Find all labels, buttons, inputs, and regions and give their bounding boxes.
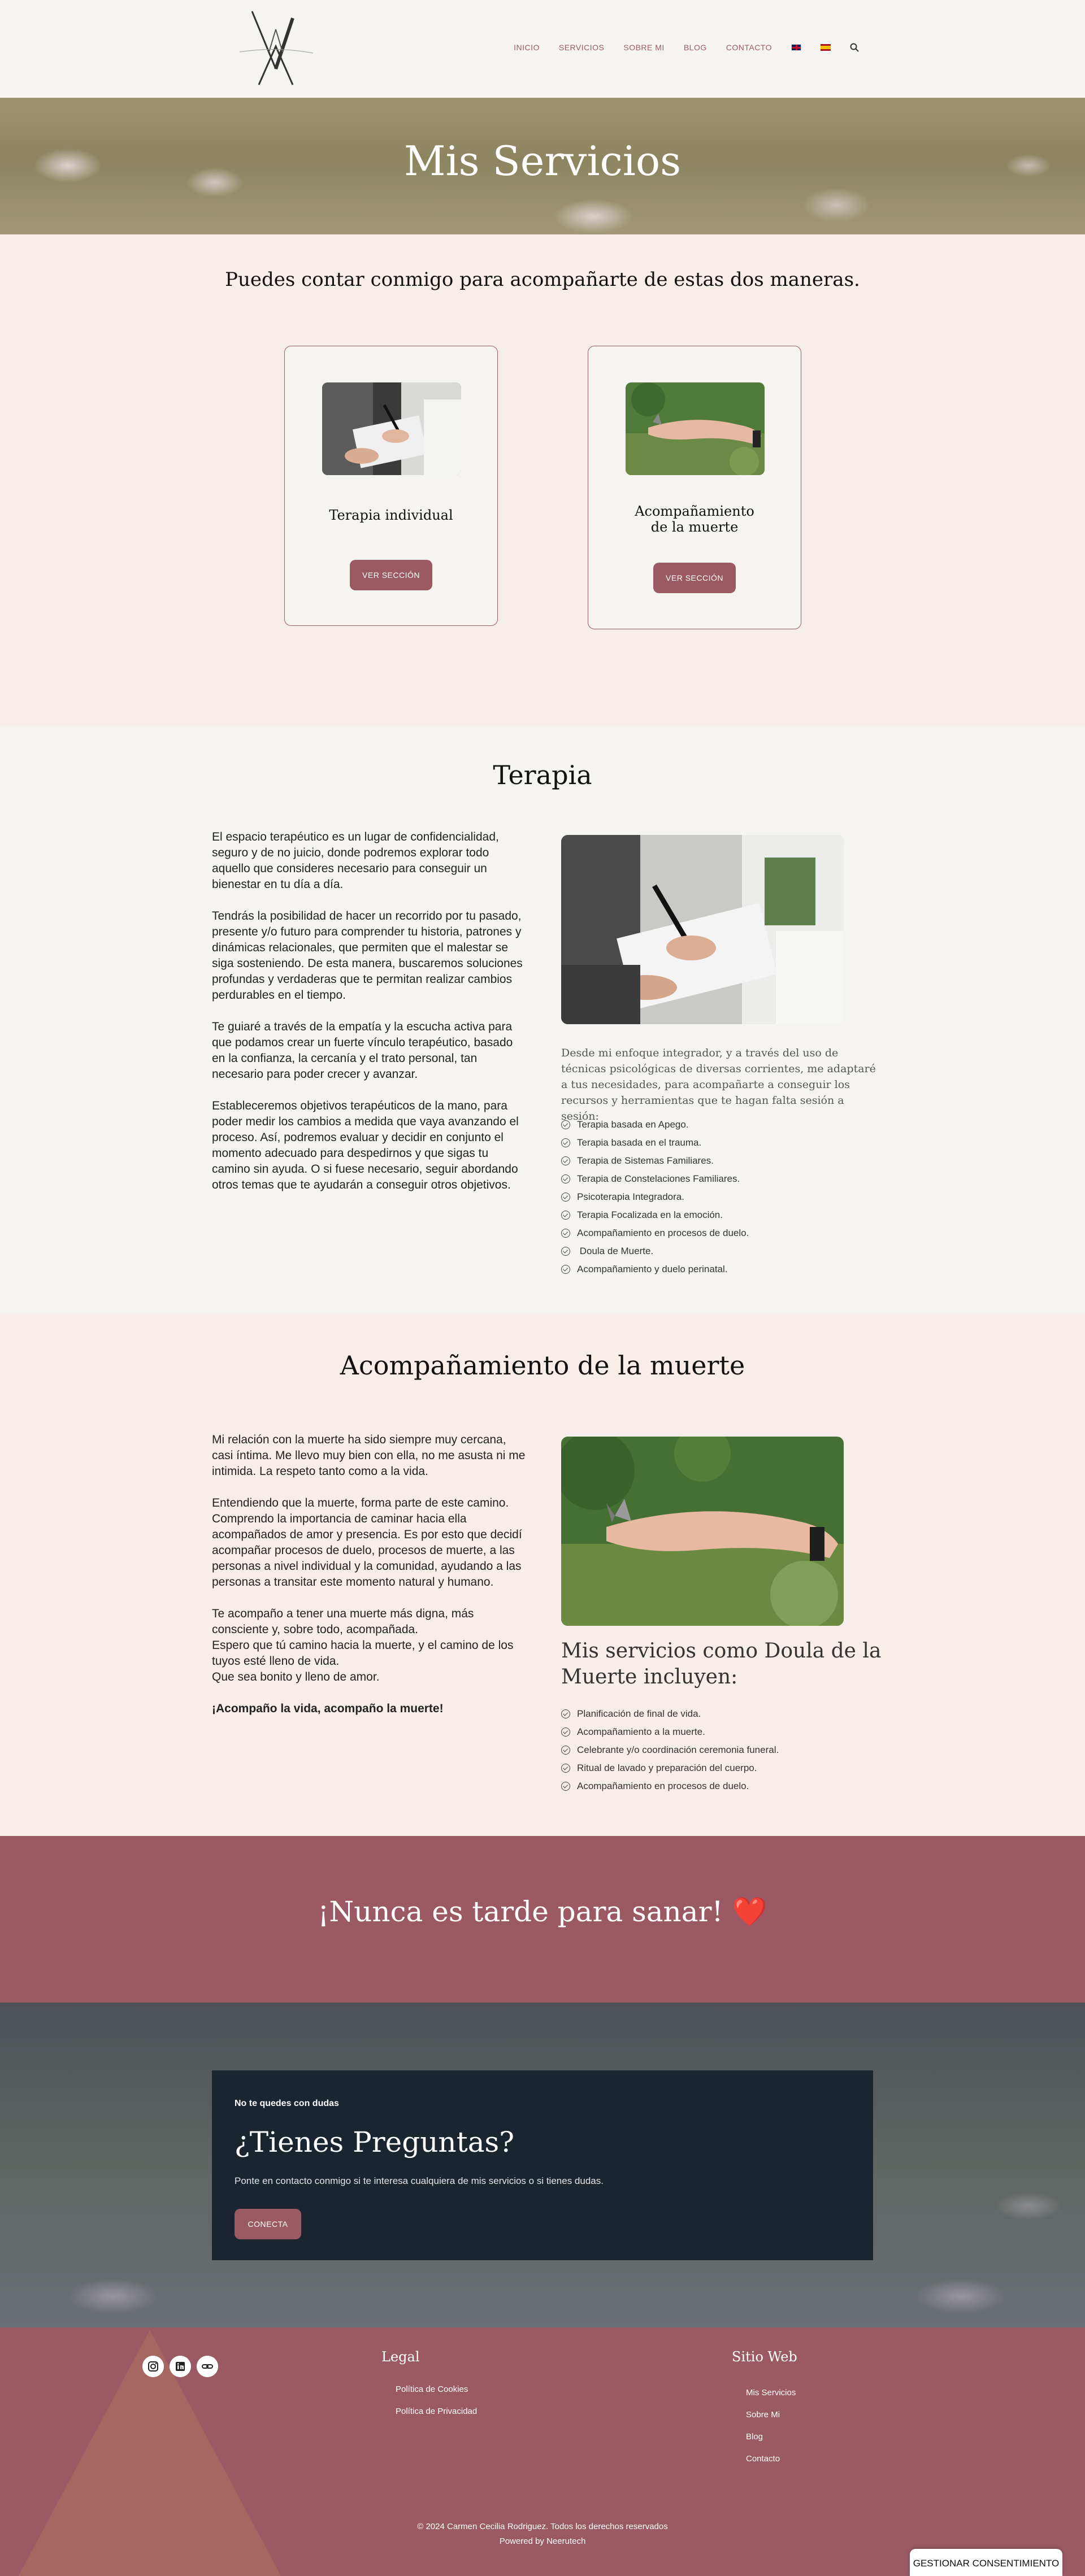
terapia-list <box>561 1116 749 1278</box>
footer-link-contacto[interactable]: Contacto <box>746 2454 780 2464</box>
services-section <box>0 234 1085 726</box>
link-icon[interactable] <box>197 2356 218 2377</box>
check-circle-icon <box>561 1265 570 1274</box>
footer-site-title: Sitio Web <box>732 2349 797 2365</box>
muerte-paragraph: Entendiendo que la muerte, forma parte de este camino. Comprendo la importancia de caminar hacia ella acompañados de amor y presencia. Es por esto que decidí acompañar procesos de duelo, procesos de muerte, a las personas a nivel individual y la comunidad, ayudando a las personas a transitar este momento natural y humano. <box>212 1496 522 1589</box>
flag-en-icon[interactable] <box>791 44 801 51</box>
muerte-section <box>0 1313 1085 1836</box>
list-item <box>561 1224 749 1242</box>
muerte-paragraph: Mi relación con la muerte ha sido siempre muy cercana, casi íntima. Me llevo muy bien con ella, no me asusta ni me intimida. La respeto tanto como a la vida. <box>212 1433 526 1478</box>
check-circle-icon <box>561 1709 570 1718</box>
terapia-body <box>212 829 528 1209</box>
hero-banner <box>0 98 1085 234</box>
copyright-text: © 2024 Carmen Cecilia Rodriguez. Todos los derechos reservados <box>417 2522 668 2531</box>
hand-butterfly-image <box>626 382 765 475</box>
check-circle-icon <box>561 1782 570 1791</box>
page-title: Mis Servicios <box>403 137 682 185</box>
card-title-terapia: Terapia individual <box>329 507 453 523</box>
terapia-section <box>0 726 1085 1313</box>
nav-inicio[interactable]: INICIO <box>514 43 540 52</box>
ver-seccion-muerte-button[interactable]: VER SECCIÓN <box>653 563 736 593</box>
copyright <box>0 2520 1085 2549</box>
nav-contacto[interactable]: CONTACTO <box>726 43 772 52</box>
check-circle-icon <box>561 1120 570 1129</box>
services-heading: Puedes contar conmigo para acompañarte de estas dos maneras. <box>225 268 860 291</box>
main-nav <box>494 43 859 52</box>
list-item-label: Celebrante y/o coordinación ceremonia funeral. <box>577 1744 779 1755</box>
nav-servicios[interactable]: SERVICIOS <box>558 43 605 52</box>
check-circle-icon <box>561 1211 570 1220</box>
list-item-label: Terapia de Sistemas Familiares. <box>577 1155 714 1166</box>
footer-legal-title: Legal <box>381 2349 420 2365</box>
list-item-label: Acompañamiento en procesos de duelo. <box>577 1228 749 1238</box>
footer-link-cookies[interactable]: Política de Cookies <box>396 2384 468 2394</box>
powered-by[interactable]: Powered by Neerutech <box>499 2536 586 2546</box>
preguntas-text: Ponte en contacto conmigo si te interesa cualquiera de mis servicios o si tienes dudas. <box>235 2175 604 2186</box>
preguntas-box <box>212 2070 873 2260</box>
preguntas-title: ¿Tienes Preguntas? <box>235 2126 514 2159</box>
hand-butterfly-photo <box>561 1437 844 1626</box>
therapy-image <box>322 382 461 475</box>
terapia-paragraph: Te guiaré a través de la empatía y la escucha activa para que podamos crear un fuerte vínculo terapéutico, basado en la confianza, la cercanía y el trato personal, tan necesario para poder crecer y avanzar. <box>212 1020 513 1081</box>
list-item <box>561 1116 749 1134</box>
terapia-title: Terapia <box>493 760 592 790</box>
list-item-label: Acompañamiento a la muerte. <box>577 1726 705 1737</box>
consent-button[interactable]: GESTIONAR CONSENTIMIENTO <box>910 2549 1062 2576</box>
check-circle-icon <box>561 1156 570 1165</box>
conecta-button[interactable]: CONECTA <box>235 2209 301 2239</box>
preguntas-eyebrow: No te quedes con dudas <box>235 2099 339 2108</box>
flag-es-icon[interactable] <box>821 44 831 51</box>
muerte-title: Acompañamiento de la muerte <box>340 1350 745 1381</box>
site-header <box>0 0 1085 98</box>
list-item-label: Doula de Muerte. <box>577 1246 654 1256</box>
check-circle-icon <box>561 1229 570 1238</box>
list-item <box>561 1242 749 1260</box>
check-circle-icon <box>561 1764 570 1773</box>
list-item-label: Ritual de lavado y preparación del cuerpo. <box>577 1763 757 1773</box>
list-item-label: Terapia basada en Apego. <box>577 1119 689 1130</box>
list-item <box>561 1152 749 1170</box>
list-item <box>561 1777 779 1795</box>
footer-legal-links <box>396 2378 477 2422</box>
service-card-terapia <box>284 346 498 626</box>
search-icon[interactable] <box>850 43 859 52</box>
card-title-muerte: Acompañamiento de la muerte <box>635 503 754 535</box>
nav-sobre-mi[interactable]: SOBRE MI <box>623 43 665 52</box>
nunca-heading: ¡Nunca es tarde para sanar! ❤️ <box>318 1895 767 1928</box>
muerte-subtitle: Mis servicios como Doula de la Muerte incluyen: <box>561 1639 882 1689</box>
ver-seccion-terapia-button[interactable]: VER SECCIÓN <box>350 560 432 590</box>
list-item <box>561 1705 779 1723</box>
muerte-closing: ¡Acompaño la vida, acompaño la muerte! <box>212 1702 444 1715</box>
muerte-paragraph: Te acompaño a tener una muerte más digna, más consciente y, sobre todo, acompañada. Espero que tú camino hacia la muerte, y el camino de los tuyos esté lleno de vida. Que sea bonito y lleno de amor. <box>212 1607 514 1683</box>
list-item-label: Terapia de Constelaciones Familiares. <box>577 1173 740 1184</box>
list-item <box>561 1723 779 1741</box>
check-circle-icon <box>561 1728 570 1737</box>
nunca-banner <box>0 1836 1085 2003</box>
footer-link-privacidad[interactable]: Política de Privacidad <box>396 2407 478 2416</box>
muerte-list <box>561 1705 779 1795</box>
list-item-label: Terapia basada en el trauma. <box>577 1137 702 1148</box>
linkedin-icon[interactable] <box>170 2356 191 2377</box>
list-item <box>561 1206 749 1224</box>
preguntas-section <box>0 2003 1085 2327</box>
check-circle-icon <box>561 1138 570 1147</box>
footer-link-blog[interactable]: Blog <box>746 2432 763 2442</box>
list-item-label: Terapia Focalizada en la emoción. <box>577 1209 723 1220</box>
list-item <box>561 1759 779 1777</box>
nav-blog[interactable]: BLOG <box>683 43 707 52</box>
check-circle-icon <box>561 1174 570 1183</box>
site-footer <box>0 2327 1085 2576</box>
check-circle-icon <box>561 1746 570 1755</box>
footer-site-links <box>746 2382 796 2470</box>
list-item-label: Planificación de final de vida. <box>577 1708 701 1719</box>
list-item <box>561 1134 749 1152</box>
list-item-label: Acompañamiento en procesos de duelo. <box>577 1781 749 1791</box>
instagram-icon[interactable] <box>142 2356 164 2377</box>
list-item <box>561 1170 749 1188</box>
list-item-label: Acompañamiento y duelo perinatal. <box>577 1264 728 1274</box>
footer-link-sobre-mi[interactable]: Sobre Mi <box>746 2410 780 2420</box>
muerte-body <box>212 1432 528 1733</box>
list-item <box>561 1260 749 1278</box>
terapia-paragraph: El espacio terapéutico es un lugar de confidencialidad, seguro y de no juicio, donde podremos explorar todo aquello que consideres necesario para conseguir un bienestar en tu día a día. <box>212 830 499 891</box>
check-circle-icon <box>561 1193 570 1202</box>
terapia-paragraph: Tendrás la posibilidad de hacer un recorrido por tu pasado, presente y/o futuro para comprender tu historia, patrones y dinámicas relacionales, que permiten que el malestar se siga sosteniendo. De esta manera, buscaremos soluciones profundas y verdaderas que te permitan realizar cambios perdurables en el tiempo. <box>212 910 523 1002</box>
footer-link-servicios[interactable]: Mis Servicios <box>746 2388 796 2397</box>
terapia-paragraph: Estableceremos objetivos terapéuticos de la mano, para poder medir los cambios a medida que vaya avanzando el proceso. Así, podremos evaluar y decidir en conjunto el momento adecuado para despedirnos y que sigas tu camino sin ayuda. O si fuese necesario, seguir abordando otros temas que te ayudarán a conseguir otros objetivos. <box>212 1099 519 1191</box>
logo[interactable] <box>236 7 315 89</box>
therapy-photo <box>561 835 844 1024</box>
list-item-label: Psicoterapia Integradora. <box>577 1191 684 1202</box>
list-item <box>561 1188 749 1206</box>
service-card-muerte <box>588 346 801 629</box>
list-item <box>561 1741 779 1759</box>
check-circle-icon <box>561 1247 570 1256</box>
terapia-intro: Desde mi enfoque integrador, y a través del uso de técnicas psicológicas de diversas corrientes, me adaptaré a tus necesidades, para acompañarte a conseguir los recursos y herramientas que te hagan falta sesión a sesión: <box>561 1047 876 1122</box>
